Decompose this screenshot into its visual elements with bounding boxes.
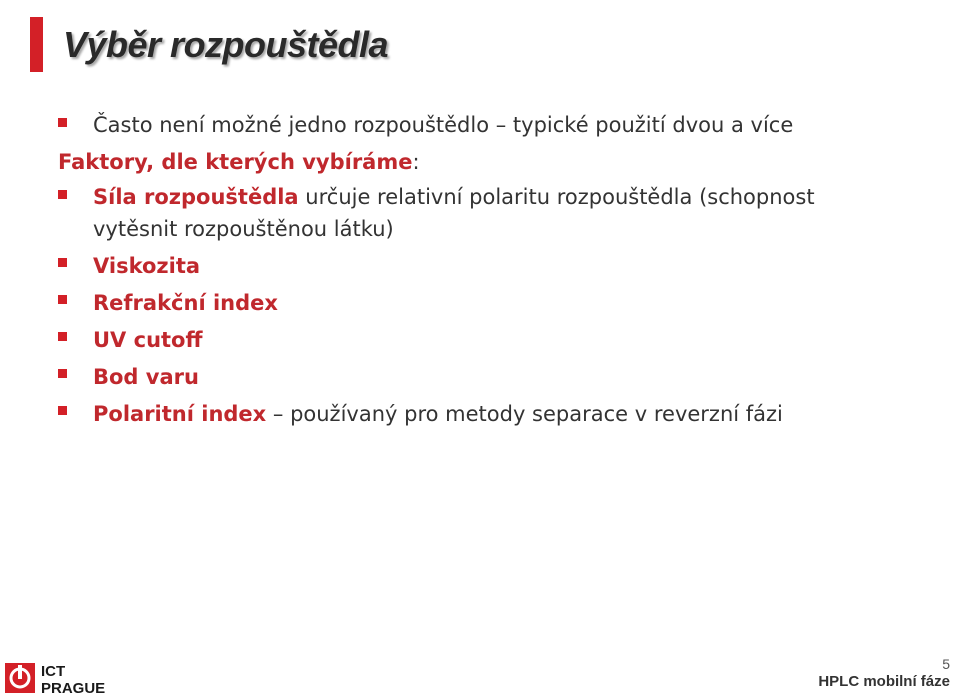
- factors-colon: :: [412, 150, 420, 174]
- bullet-viskozita: [93, 253, 200, 279]
- factors-heading: [58, 149, 420, 175]
- bullet-polaritni: [93, 401, 783, 427]
- bullet-sila: [93, 184, 815, 210]
- sila-desc: určuje relativní polaritu rozpouštědla (schopnost: [298, 185, 815, 209]
- bullet-icon: [58, 369, 67, 378]
- bullet-intro: [93, 112, 793, 138]
- factors-label: Faktory, dle kterých vybíráme: [58, 150, 413, 174]
- sila-term: Síla rozpouštědla: [93, 185, 299, 209]
- bullet-bod-varu: [93, 364, 199, 390]
- bullet-uv-cutoff: [93, 327, 203, 353]
- title-accent-bar: [30, 17, 43, 72]
- refrakcni-term: Refrakční index: [93, 291, 278, 315]
- page-number: 5: [942, 656, 950, 672]
- bullet-icon: [58, 332, 67, 341]
- bullet-icon: [58, 190, 67, 199]
- logo-line1: ICT: [41, 663, 66, 680]
- bullet-icon: [58, 406, 67, 415]
- bullet-sila-continued: [93, 216, 394, 242]
- intro-text: Často není možné jedno rozpouštědlo – typické použití dvou a více: [93, 113, 794, 137]
- bullet-icon: [58, 118, 67, 127]
- bod-varu-term: Bod varu: [93, 365, 199, 389]
- viskozita-term: Viskozita: [93, 254, 201, 278]
- bullet-icon: [58, 295, 67, 304]
- polaritni-term: Polaritní index: [93, 402, 267, 426]
- uv-cutoff-term: UV cutoff: [93, 328, 203, 352]
- bullet-icon: [58, 258, 67, 267]
- ict-prague-logo: [5, 661, 115, 695]
- bullet-refrakcni: [93, 290, 278, 316]
- slide-title: Výběr rozpouštědla: [63, 24, 389, 65]
- polaritni-desc: – používaný pro metody separace v reverzní fázi: [266, 402, 783, 426]
- course-title: HPLC mobilní fáze: [818, 673, 950, 690]
- logo-line2: PRAGUE: [41, 680, 106, 695]
- sila-desc-cont: vytěsnit rozpouštěnou látku): [93, 217, 394, 241]
